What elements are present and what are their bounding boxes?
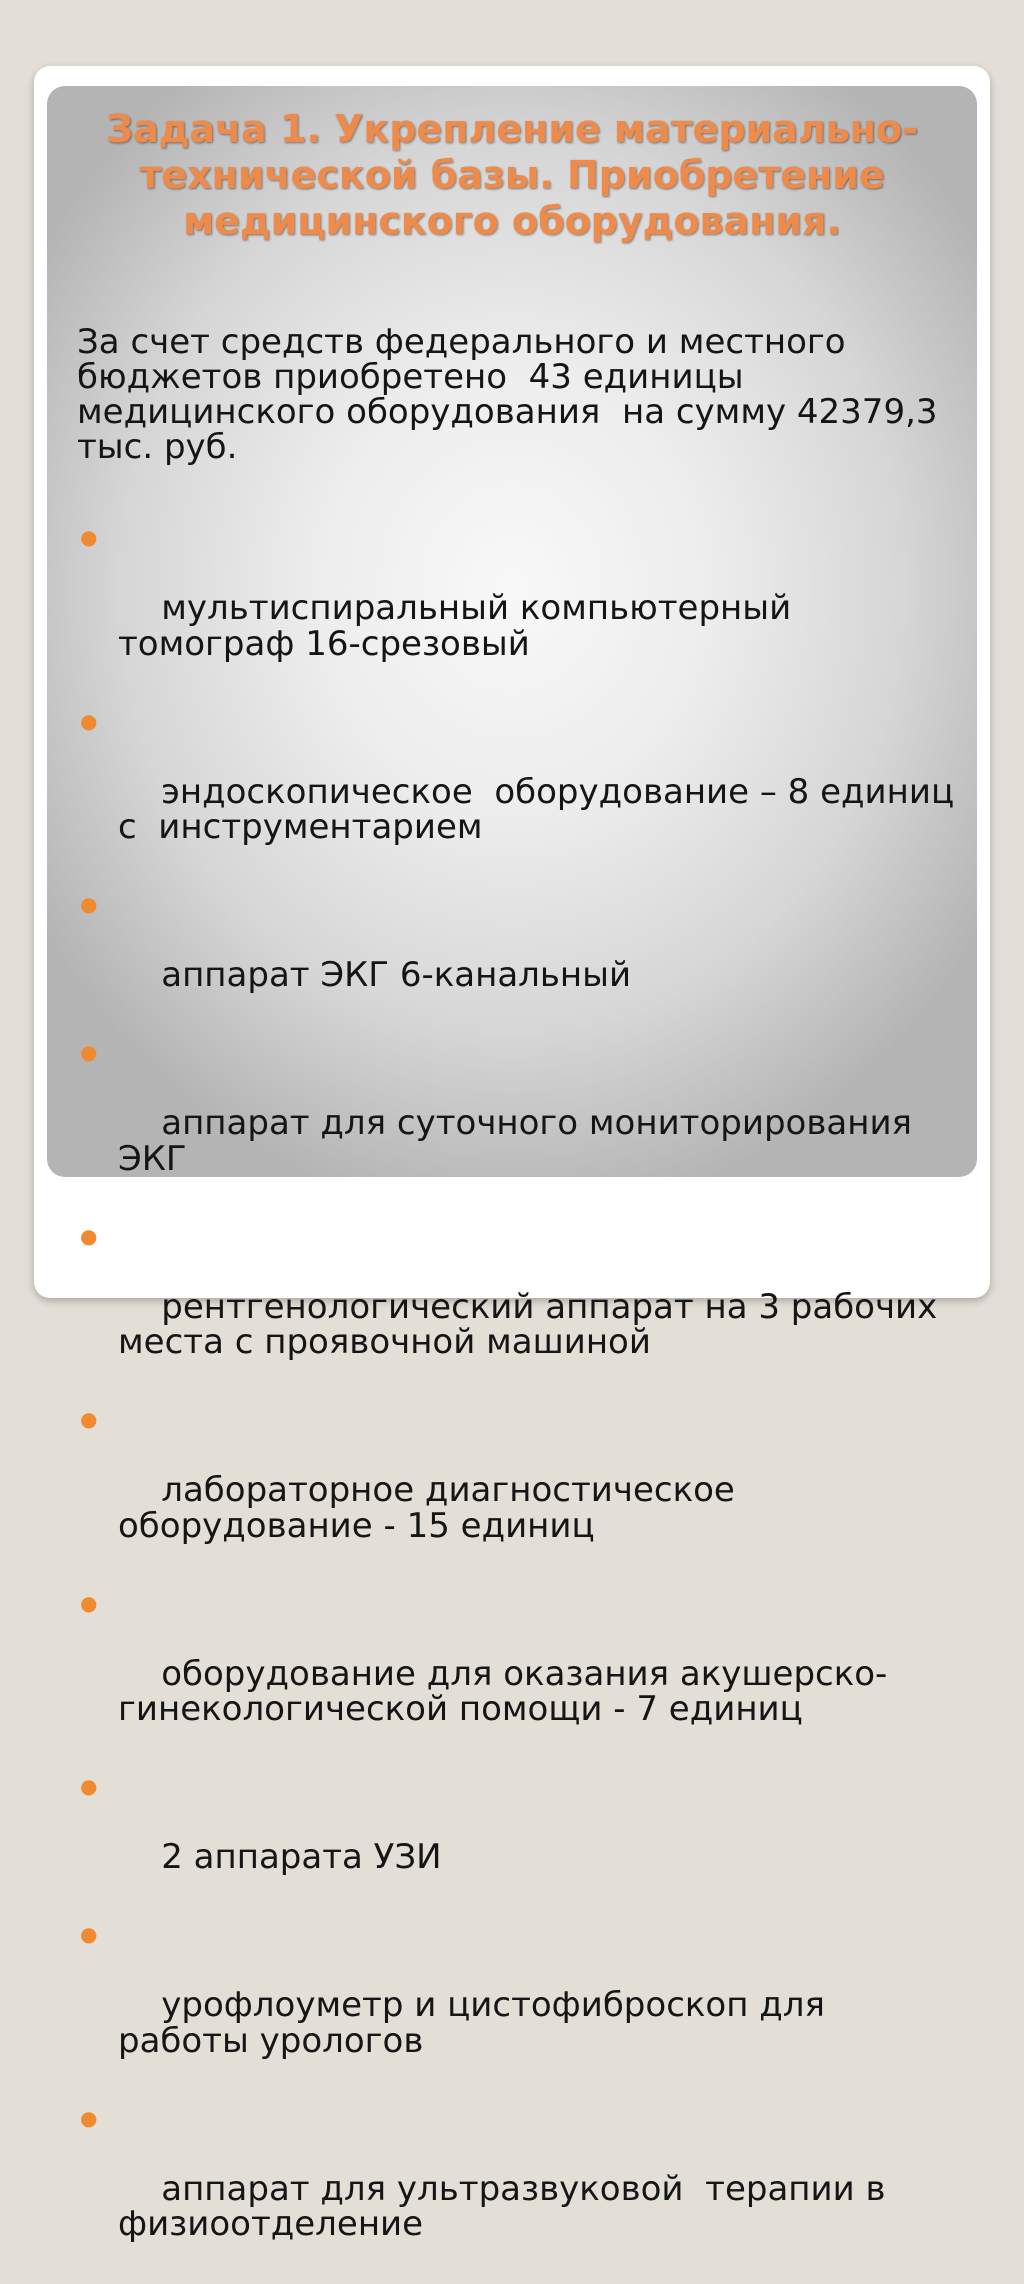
list-item [76,1586,966,1764]
list-item-text: эндоскопическое оборудование – 8 единиц с инструментарием [118,771,965,847]
list-item-text: лабораторное диагностическое оборудование - 15 единиц [118,1470,746,1546]
list-item-text: аппарат ЭКГ 6-канальный [161,955,632,995]
equipment-list [76,520,966,2284]
list-item [76,887,966,1029]
list-item-text: рентгенологический аппарат на 3 рабочих места с проявочной машиной [118,1286,959,1362]
list-item [76,1769,966,1911]
list-item [76,520,966,698]
bullet-icon: ● [80,892,98,916]
list-item [76,1219,966,1397]
list-item-text: аппарат для суточного мониторирования ЭКГ [118,1103,923,1179]
slide-title: Задача 1. Укрепление материально-технической базы. Приобретение медицинского оборудования. [106,107,918,243]
list-item [76,1402,966,1580]
list-item-text: урофлоуметр и цистофиброскоп для работы урологов [118,1985,836,2061]
list-item [76,704,966,882]
list-item [76,2101,966,2279]
bullet-icon: ● [80,1922,98,1946]
bullet-icon: ● [80,1774,98,1798]
bullet-icon: ● [80,1407,98,1431]
list-item-text: 2 аппарата УЗИ [161,1837,442,1877]
list-item-text: оборудование для оказания акушерско-гинекологической помощи - 7 единиц [118,1653,888,1729]
bullet-icon: ● [80,1223,98,1248]
bullet-icon: ● [80,525,98,549]
bullet-icon: ● [80,708,98,733]
list-item [76,1035,966,1213]
list-item-text: мультиспиральный компьютерный томограф 16-срезовый [118,588,803,664]
list-item-text: аппарат для ультразвуковой терапии в физиоотделение [118,2168,897,2244]
intro-paragraph: За счет средств федерального и местного бюджетов приобретено 43 единицы медицинского оборудования на сумму 42379,3 тыс. руб. [77,322,949,467]
bullet-icon: ● [80,2105,98,2130]
bullet-icon: ● [80,1040,98,1064]
bullet-icon: ● [80,1590,98,1615]
list-item [76,1917,966,2095]
